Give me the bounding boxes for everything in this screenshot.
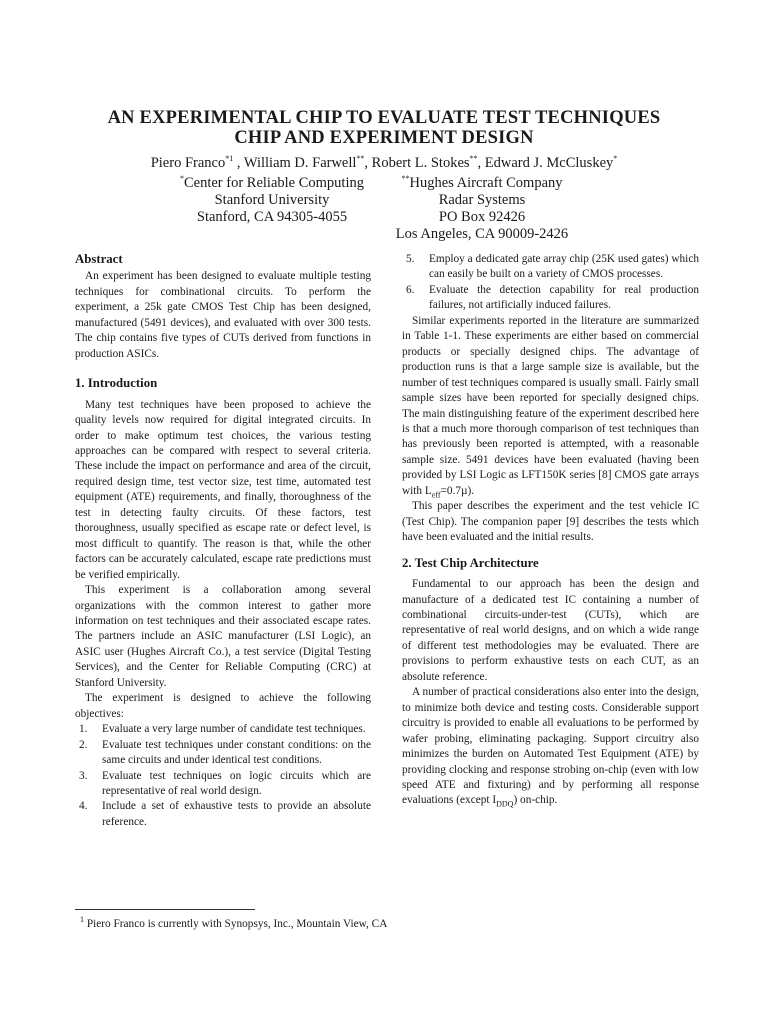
intro-paragraph: Many test techniques have been proposed to achieve the quality levels now required for digital integrated circuits. In order to make optimum test choices, the various testing approaches can be compared with respect to several criteria. These include the impact on performance and area of the circuit, required design time, test vector size, test time, automated test equipment (ATE) requirements, and finally, thoroughness of the test in detecting faulty circuits. Of these factors, test thoroughness, usually specified as escape rate or defect level, is most difficult to quantify. The reason is that, while the other factors can be accurately calculated, escape rate predictions must be verified empirically.: [75, 398, 371, 581]
list-item: [402, 252, 699, 283]
paragraph-text: Similar experiments reported in the literature are summarized in Table 1-1. These experiments are either based on commercial products or specially designed chips. The advantage of production runs is that a large sample size is available, but the number of test techniques compared is usually small. Fairly small sample sizes have been reported for specially designed chips. The main distinguishing feature of the experiment described here is that a much more thorough comparison of test techniques than has previously been reported is attempted, with a reasonable sample size. 5491 devices have been evaluated (having been provided by LSI Logic as LFT150K series [8] CMOS gate arrays with L: [402, 314, 699, 497]
affiliation-hughes: [372, 175, 592, 243]
footnote: [80, 917, 387, 931]
objectives-list-continued: [402, 252, 699, 314]
objectives-list: [75, 722, 371, 830]
affiliation-mark: **: [401, 174, 410, 184]
left-column: [75, 252, 371, 830]
author-mark: **: [469, 154, 478, 164]
author-name: Edward J. McCluskey: [484, 155, 614, 171]
subscript: eff: [431, 490, 441, 500]
affiliation-line: Hughes Aircraft Company: [409, 175, 563, 191]
list-item: [402, 283, 699, 314]
affiliation-line: Los Angeles, CA 90009-2426: [395, 226, 569, 242]
paper-title-line-2: CHIP AND EXPERIMENT DESIGN: [234, 128, 534, 148]
author-mark: **: [356, 154, 365, 164]
author-list: Piero Franco$^{*1}$ , William D. Farwell**, Robert L. Stokes**, Edward J. McCluskey*: [150, 154, 618, 171]
list-number: 6.: [406, 283, 415, 296]
introduction-heading: 1. Introduction: [75, 376, 158, 391]
affiliation-line: Radar Systems: [438, 192, 526, 208]
list-number: 3.: [79, 769, 88, 782]
affiliation-line: PO Box 92426: [438, 209, 526, 225]
author-name: William D. Farwell: [243, 155, 357, 171]
architecture-heading: 2. Test Chip Architecture: [402, 555, 539, 570]
footnote-text: Piero Franco is currently with Synopsys, Inc., Mountain View, CA: [86, 918, 388, 930]
author-name: Robert L. Stokes: [371, 155, 470, 171]
architecture-paragraph: Fundamental to our approach has been the design and manufacture of a dedicated test IC containing a number of combinational circuits-under-test (CUTs), which are representative of real world designs, and on which a wide range of different test methodologies may be evaluated. There are provisions to perform exhaustive tests on each CUT, as an absolute reference.: [402, 578, 699, 683]
paragraph-text: A number of practical considerations also enter into the design, to minimize both device and testing costs. Considerable support circuitry is provided to enable all evaluations to be performed by wafer probing, eliminating packaging. Support circuitry also minimizes the burden on Automated Test Equipment (ATE) by providing clocking and response strobing on-chip (even with low speed ATE and fixturing) and by performing all response evaluations (except I: [402, 686, 699, 807]
list-item: [75, 799, 371, 830]
list-number: 4.: [79, 800, 88, 813]
list-number: 5.: [406, 253, 415, 265]
list-text: Evaluate the detection capability for real production failures, not artificially induced failures.: [429, 283, 699, 312]
author-mark: *: [613, 154, 618, 164]
abstract-text: An experiment has been designed to evaluate multiple testing techniques for combinational circuits. To perform the experiment, a 25k gate CMOS Test Chip has been designed, manufactured (5491 devices), and evaluated with over 300 tests. The chip contains five types of CUTs derived from functions in production ASICs.: [75, 270, 371, 360]
list-text: Evaluate a very large number of candidate test techniques.: [102, 723, 366, 736]
list-text: Evaluate test techniques on logic circuits which are representative of real world design.: [102, 769, 371, 797]
intro-paragraph: This paper describes the experiment and the test vehicle IC (Test Chip). The companion paper [9] describes the tests which have been evaluated and the initial results.: [402, 500, 699, 544]
footnote-mark: 1: [80, 915, 84, 925]
right-column: [402, 252, 699, 809]
intro-paragraph: [402, 314, 699, 499]
affiliation-line: Stanford, CA 94305-4055: [196, 209, 348, 225]
list-item: [75, 722, 371, 737]
subscript: DDQ: [496, 799, 514, 809]
list-text: Employ a dedicated gate array chip (25K used gates) which can easily be built on a variety of CMOS processes.: [429, 253, 699, 281]
author-mark: *1: [225, 154, 234, 164]
list-text: Evaluate test techniques under constant conditions: on the same circuits and under identical test conditions.: [102, 738, 371, 767]
list-text: Include a set of exhaustive tests to provide an absolute reference.: [102, 800, 371, 828]
intro-paragraph: The experiment is designed to achieve the following objectives:: [75, 692, 371, 720]
list-item: [75, 769, 371, 800]
list-number: 1.: [79, 723, 88, 736]
list-item: [75, 738, 371, 769]
footnote-divider: [75, 909, 255, 910]
affiliation-stanford: [142, 175, 402, 226]
affiliation-mark: *: [179, 174, 184, 184]
author-name: Piero Franco: [150, 155, 226, 171]
affiliation-line: Stanford University: [214, 192, 330, 208]
list-number: 2.: [79, 738, 88, 751]
paper-title-line-1: AN EXPERIMENTAL CHIP TO EVALUATE TEST TECHNIQUES: [107, 108, 661, 128]
intro-paragraph: This experiment is a collaboration among several organizations with the common interest to gather more information on test techniques and their associated escape rates. The partners include an ASIC manufacturer (LSI Logic), an ASIC user (Hughes Aircraft Co.), a test service (Digital Testing Services), and the Center for Reliable Computing (CRC) at Stanford University.: [75, 584, 371, 689]
paragraph-text: =0.7µ).: [440, 484, 475, 497]
abstract-heading: Abstract: [75, 252, 123, 266]
architecture-paragraph: [402, 685, 699, 809]
affiliation-line: Center for Reliable Computing: [183, 175, 364, 191]
paragraph-text: ) on-chip.: [513, 794, 558, 807]
